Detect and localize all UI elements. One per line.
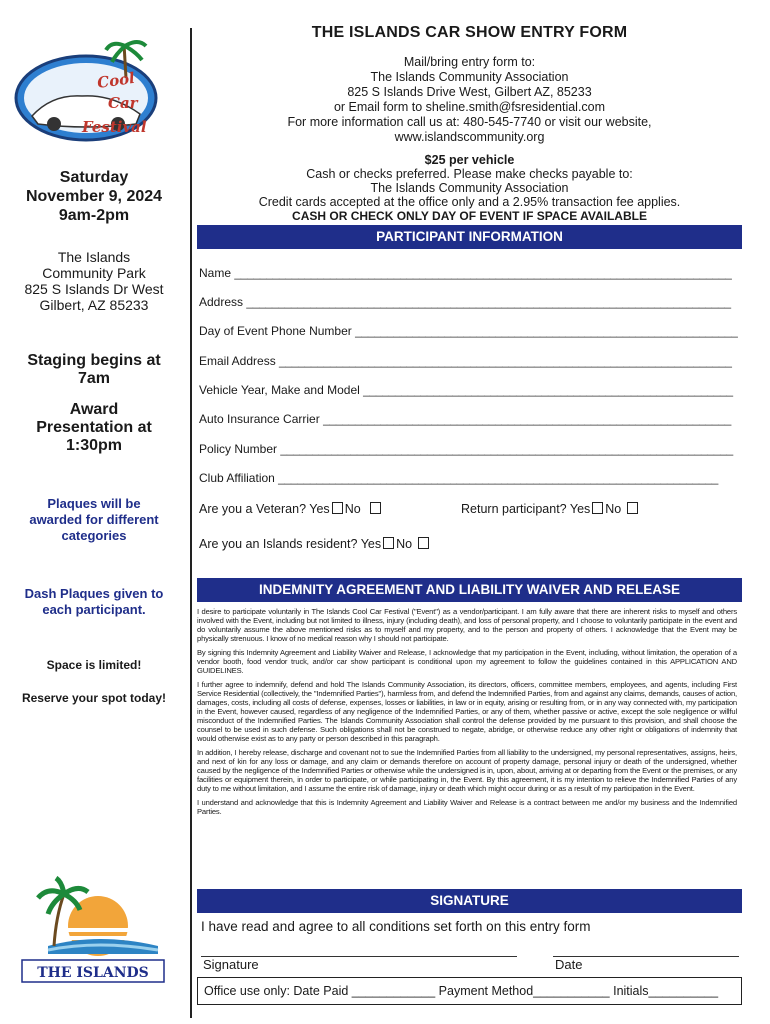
name-field[interactable] bbox=[199, 266, 739, 280]
column-divider bbox=[190, 28, 192, 1018]
no-label: No bbox=[344, 502, 361, 516]
website-line: www.islandscommunity.org bbox=[394, 130, 545, 144]
policy-field[interactable] bbox=[199, 442, 739, 456]
return-label: Return participant? bbox=[461, 502, 567, 516]
field-label: Name bbox=[199, 266, 232, 280]
staging-line: 7am bbox=[77, 370, 111, 387]
field-line[interactable]: _______________________________________________________________________ bbox=[280, 442, 733, 456]
contact-line: The Islands Community Association bbox=[370, 70, 569, 84]
signature-heading: SIGNATURE bbox=[197, 889, 742, 913]
resident-no-checkbox[interactable] bbox=[418, 537, 429, 549]
payment-line: Credit cards accepted at the office only and a 2.95% transaction fee applies. bbox=[258, 195, 681, 209]
waiver-paragraph: I desire to participate voluntarily in The Islands Cool Car Festival ("Event") as a vendor/participant. I am fully aware that there are inherent risks to myself and others involved with the Event, including but not limited to illness, injury (including death), and loss of personal property, and I choose to voluntarily participate in the event and do voluntarily assume the above mentioned risks as to myself and my property, and to the person and property of others. I acknowledge that the Event may be physically strenuous. I know of no medical reason why I should not participate. bbox=[197, 607, 737, 643]
field-line[interactable]: _____________________________________________________________________ bbox=[278, 471, 718, 485]
plaques-line: categories bbox=[61, 528, 127, 543]
field-line[interactable]: _______________________________________________________________________ bbox=[279, 354, 732, 368]
form-title: THE ISLANDS CAR SHOW ENTRY FORM bbox=[311, 24, 628, 41]
field-label: Club Affiliation bbox=[199, 471, 275, 485]
yes-label: Yes bbox=[360, 537, 382, 551]
staging-time bbox=[0, 352, 188, 388]
veteran-yes-checkbox[interactable] bbox=[332, 502, 343, 514]
waiver-heading: INDEMNITY AGREEMENT AND LIABILITY WAIVER AND RELEASE bbox=[197, 578, 742, 602]
veteran-no-checkbox[interactable] bbox=[370, 502, 381, 514]
entry-form bbox=[197, 0, 742, 1024]
agreement-statement: I have read and agree to all conditions set forth on this entry form bbox=[201, 919, 591, 934]
field-line[interactable]: ____________________________________________________________________________ bbox=[246, 295, 731, 309]
dash-line: Dash Plaques given to bbox=[24, 586, 164, 601]
participant-heading: PARTICIPANT INFORMATION bbox=[197, 225, 742, 249]
resident-question bbox=[199, 537, 431, 551]
event-date-block bbox=[0, 168, 188, 225]
the-islands-logo bbox=[18, 876, 168, 986]
no-label: No bbox=[396, 537, 413, 551]
field-label: Email Address bbox=[199, 354, 276, 368]
contact-line: For more information call us at: 480-545-7740 or visit our website, bbox=[287, 115, 652, 129]
veteran-question bbox=[199, 502, 383, 516]
dash-plaques-note bbox=[0, 586, 188, 618]
phone-field[interactable] bbox=[199, 324, 739, 338]
yes-label: Yes bbox=[569, 502, 591, 516]
date-line[interactable] bbox=[553, 945, 739, 957]
field-label: Day of Event Phone Number bbox=[199, 324, 352, 338]
islands-logo-name: THE ISLANDS bbox=[37, 965, 149, 981]
reserve-note: Reserve your spot today! bbox=[21, 691, 167, 705]
waiver-paragraph: I further agree to indemnify, defend and hold The Islands Community Association, its directors, officers, committee members, employees, and agents, including First Service Residential (collectively, the "Indemnified Parties"), harmless from, and defend the Indemnified Parties, from and against any claims, demands, causes of action, damages, costs, including all costs of defense, expenses, losses or liabilities, in law or in equity, arising or resulting from, or in any way connected with, my participation in the Event, however caused, regardless of any negligence of the Indemnified Parties, or any of them, whether passive or active, except the sole negligence or willful misconduct of the Indemnified Parties. The Islands Community Association shall control the defense provided by me pursuant to this provision, and shall choose the counsel to be used in such defense. Such obligations shall not be construed to negate, abridge, or otherwise reduce any other right or obligations of indemnity that would otherwise exist as to any party or person described in this paragraph. bbox=[197, 680, 738, 743]
waiver-text bbox=[197, 607, 737, 821]
yes-label: Yes bbox=[309, 502, 330, 516]
contact-line: 825 S Islands Drive West, Gilbert AZ, 85233 bbox=[347, 85, 592, 99]
event-time: 9am-2pm bbox=[58, 207, 130, 224]
return-question bbox=[461, 502, 640, 516]
vehicle-field[interactable] bbox=[199, 383, 739, 397]
field-line[interactable]: __________________________________________________________ bbox=[363, 383, 733, 397]
dash-line: each participant. bbox=[42, 602, 146, 617]
signature-line[interactable] bbox=[201, 945, 517, 957]
insurance-field[interactable] bbox=[199, 412, 739, 426]
venue-line: 825 S Islands Dr West bbox=[24, 281, 164, 297]
plaques-note bbox=[0, 496, 188, 544]
event-date: November 9, 2024 bbox=[25, 188, 163, 205]
contact-line: Mail/bring entry form to: bbox=[403, 55, 536, 69]
plaques-line: Plaques will be bbox=[47, 496, 141, 511]
logo-word-car: Car bbox=[108, 94, 138, 112]
waiver-paragraph: In addition, I hereby release, discharge and covenant not to sue the Indemnified Parties from all liability to the undersigned, my personal representatives, assigns, heirs, and next of kin for any loss or damage, and any claim or demands therefore on account of property damage, personal injury or death of the undersigned, whether caused by the negligence of the Indemnified Parties or otherwise while the undersigned is in, upon, about, arriving at or departing from the Event or the premises, or any facilities or equipment therein, in order to participate, or while participating in, the Event. By this agreement, it is my intention to relieve the Indemnified Parties of any duty to me without limitation, and I assume the entire risk of damage, injury or death which might occur during or as a result of my participation in the Event. bbox=[197, 748, 737, 793]
club-field[interactable] bbox=[199, 471, 739, 485]
resident-yes-checkbox[interactable] bbox=[383, 537, 394, 549]
payment-line: Cash or checks preferred. Please make checks payable to: bbox=[306, 167, 633, 181]
space-limited-note: Space is limited! bbox=[46, 658, 142, 672]
venue-line: The Islands bbox=[57, 249, 131, 265]
venue-line: Gilbert, AZ 85233 bbox=[39, 297, 149, 313]
address-field[interactable] bbox=[199, 295, 739, 309]
entry-price: $25 per vehicle bbox=[424, 153, 515, 167]
veteran-label: Are you a Veteran? bbox=[199, 502, 307, 516]
field-label: Auto Insurance Carrier bbox=[199, 412, 320, 426]
return-no-checkbox[interactable] bbox=[627, 502, 638, 514]
logo-word-festival: Festival bbox=[82, 118, 147, 136]
award-time bbox=[0, 401, 188, 455]
plaques-line: awarded for different bbox=[29, 512, 159, 527]
cash-only-note: CASH OR CHECK ONLY DAY OF EVENT IF SPACE AVAILABLE bbox=[292, 209, 647, 223]
contact-email-line: or Email form to sheline.smith@fsresidential.com bbox=[333, 100, 606, 114]
waiver-paragraph: I understand and acknowledge that this is Indemnity Agreement and Liability Waiver and Release is a contract between me and/or my business and the Indemnified Parties. bbox=[197, 798, 737, 816]
field-label: Vehicle Year, Make and Model bbox=[199, 383, 360, 397]
fee-info bbox=[197, 153, 742, 223]
left-sidebar bbox=[0, 0, 188, 1024]
return-yes-checkbox[interactable] bbox=[592, 502, 603, 514]
venue-line: Community Park bbox=[42, 265, 146, 281]
cool-car-festival-logo bbox=[12, 36, 162, 144]
field-line[interactable]: ______________________________________________________________________________ bbox=[234, 266, 732, 280]
field-label: Policy Number bbox=[199, 442, 278, 456]
email-field[interactable] bbox=[199, 354, 739, 368]
event-day: Saturday bbox=[59, 169, 129, 186]
payment-line: The Islands Community Association bbox=[370, 181, 569, 195]
field-label: Address bbox=[199, 295, 244, 309]
office-use-box: Office use only: Date Paid ____________ Payment Method___________ Initials__________ bbox=[197, 977, 742, 1005]
date-label: Date bbox=[555, 957, 583, 972]
waiver-paragraph: By signing this Indemnity Agreement and Liability Waiver and Release, I acknowledge that my participation in the Event, including, without limitation, the operation of a vendor booth, food vendor truck, and/or car show participant is conditional upon my agreement to follow the guidelines contained in this APPLICATION AND GUIDELINES. bbox=[197, 648, 737, 675]
signature-label: Signature bbox=[203, 957, 259, 972]
field-line[interactable]: ________________________________________________________________ bbox=[323, 412, 732, 426]
award-line: Presentation at bbox=[36, 419, 152, 436]
staging-line: Staging begins at bbox=[27, 352, 161, 369]
logo-word-cool: Cool bbox=[96, 68, 136, 92]
resident-label: Are you an Islands resident? bbox=[199, 537, 358, 551]
no-label: No bbox=[605, 502, 622, 516]
award-line: 1:30pm bbox=[65, 437, 123, 454]
award-line: Award bbox=[69, 401, 119, 418]
field-line[interactable]: ____________________________________________________________ bbox=[355, 324, 738, 338]
contact-info bbox=[197, 55, 742, 145]
venue-address bbox=[0, 249, 188, 313]
